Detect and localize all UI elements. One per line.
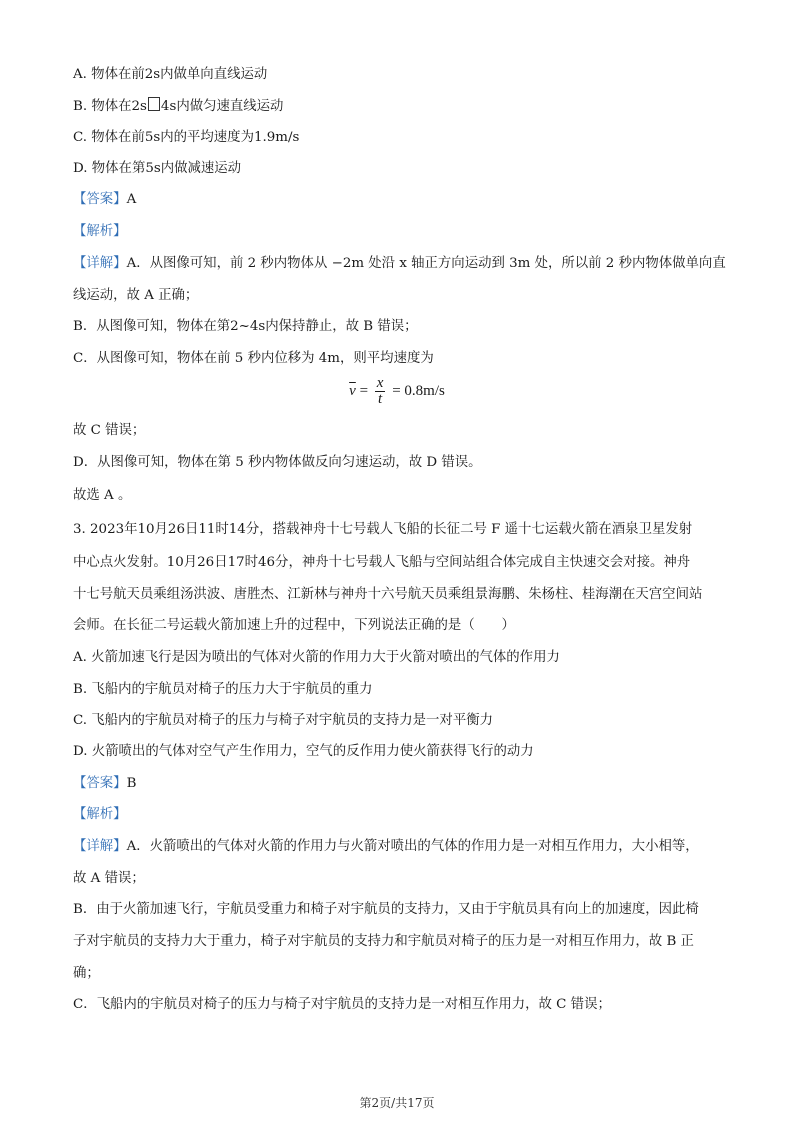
average-velocity-formula	[0, 376, 794, 407]
detail-a-text: A．火箭喷出的气体对火箭的作用力与火箭对喷出的气体的作用力是一对相互作用力，大小相等，	[126, 839, 699, 854]
answer-label: 【答案】	[73, 192, 127, 207]
q3-option-a: A. 火箭加速飞行是因为喷出的气体对火箭的作用力大于火箭对喷出的气体的作用力	[73, 650, 560, 665]
formula-numerator: x	[376, 375, 384, 391]
q3-detail-a-1	[73, 838, 724, 856]
detail-label: 【详解】	[73, 839, 127, 854]
formula-rhs: = 0.8m/s	[392, 382, 445, 399]
q3-option-c: C. 飞船内的宇航员对椅子的压力与椅子对宇航员的支持力是一对平衡力	[73, 713, 493, 728]
answer-value: B	[126, 776, 137, 791]
answer-label: 【答案】	[73, 776, 127, 791]
formula-fraction	[375, 376, 386, 407]
q3-detail-b-1: B．由于火箭加速飞行，宇航员受重力和椅子对宇航员的支持力，又由于宇航员具有向上的加速度，因此椅	[73, 902, 699, 917]
q3-answer	[73, 775, 724, 793]
q2-analysis-label: 【解析】	[73, 224, 127, 239]
detail-label: 【详解】	[73, 256, 127, 271]
q2-choose: 故选 A 。	[73, 488, 132, 503]
formula-lhs: $\overline{v}$	[349, 382, 356, 399]
detail-a-text: A．从图像可知，前 2 秒内物体从 −2m 处沿 x 轴正方向运动到 3m 处，所以前 2 秒内物体做单向直	[126, 256, 726, 271]
q2-option-b-suffix: 4s内做匀速直线运动	[160, 99, 284, 114]
q3-detail-b-2: 子对宇航员的支持力大于重力，椅子对宇航员的支持力和宇航员对椅子的压力是一对相互作用力，故 B 正	[73, 934, 694, 949]
q3-detail-a-2: 故 A 错误；	[73, 871, 145, 886]
q2-detail-c-2: 故 C 错误；	[73, 423, 146, 438]
q3-option-d: D. 火箭喷出的气体对空气产生作用力，空气的反作用力使火箭获得飞行的动力	[73, 744, 534, 759]
q3-detail-b-3: 确；	[73, 966, 100, 981]
q2-detail-b: B．从图像可知，物体在第2~4s内保持静止，故 B 错误；	[73, 319, 418, 334]
q3-stem-2: 中心点火发射。10月26日17时46分，神舟十七号载人飞船与空间站组合体完成自主快速交会对接。神舟	[73, 555, 691, 570]
q3-detail-c: C．飞船内的宇航员对椅子的压力与椅子对宇航员的支持力是一对相互作用力，故 C 错误；	[73, 997, 611, 1012]
missing-glyph-box	[148, 97, 160, 111]
answer-value: A	[126, 192, 137, 207]
q2-option-d: D. 物体在第5s内做减速运动	[73, 161, 242, 176]
q2-detail-a-1	[73, 255, 724, 273]
q2-detail-c: C．从图像可知，物体在前 5 秒内位移为 4m，则平均速度为	[73, 351, 434, 366]
q3-stem-1: 3. 2023年10月26日11时14分，搭载神舟十七号载人飞船的长征二号 F 遥十七运载火箭在酒泉卫星发射	[73, 522, 693, 537]
q3-option-b: B. 飞船内的宇航员对椅子的压力大于宇航员的重力	[73, 682, 373, 697]
q2-detail-a-2: 线运动，故 A 正确；	[73, 288, 199, 303]
q2-detail-d: D．从图像可知，物体在第 5 秒内物体做反向匀速运动，故 D 错误。	[73, 455, 482, 470]
q3-stem-3: 十七号航天员乘组汤洪波、唐胜杰、江新林与神舟十六号航天员乘组景海鹏、朱杨柱、桂海潮在天宫空间站	[73, 587, 703, 602]
q2-option-a: A. 物体在前2s内做单向直线运动	[73, 67, 268, 82]
formula-equals: =	[359, 382, 369, 399]
q3-stem-4: 会师。在长征二号运载火箭加速上升的过程中，下列说法正确的是（ ）	[73, 618, 515, 633]
q2-option-b	[73, 97, 724, 116]
formula-denominator: t	[378, 391, 383, 407]
q2-answer	[73, 191, 724, 209]
q2-option-c: C. 物体在前5s内的平均速度为1.9m/s	[73, 130, 300, 145]
page-footer: 第2页/共17页	[359, 1096, 435, 1110]
q3-analysis-label: 【解析】	[73, 807, 127, 822]
q2-option-b-prefix: B. 物体在2s	[73, 99, 147, 114]
